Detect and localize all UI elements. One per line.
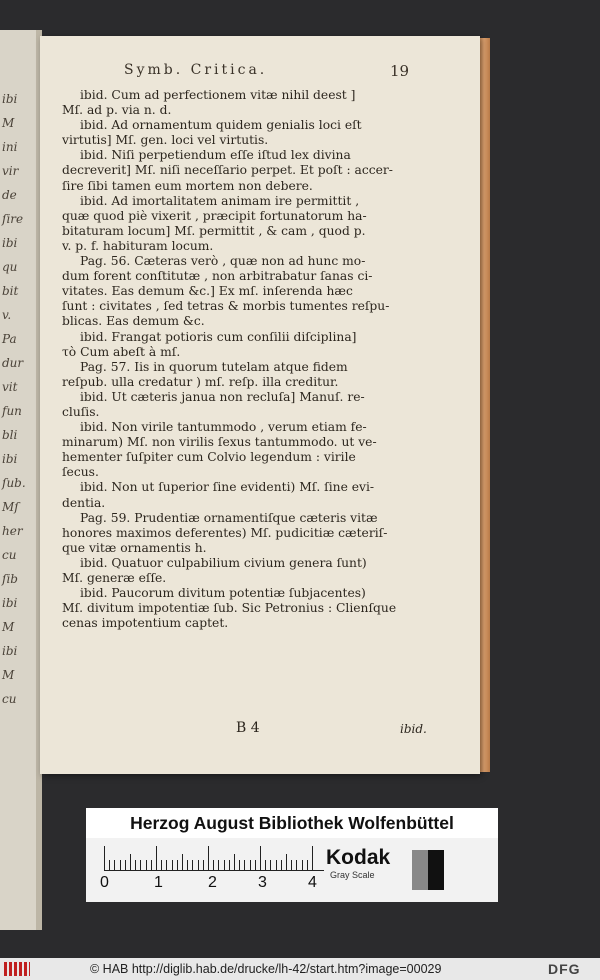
kodak-logo: Kodak xyxy=(326,846,391,869)
facing-page-fragment: Mſ xyxy=(2,500,19,514)
text-line: ibid. Quatuor culpabilium civium genera ſunt) xyxy=(80,555,367,570)
facing-page-fragment: fun xyxy=(2,404,22,418)
ruler-tick xyxy=(130,854,131,870)
text-line: ibid. Paucorum divitum potentiæ ſubjacentes) xyxy=(80,586,366,601)
ruler-tick xyxy=(312,846,313,870)
text-line: ibid. Ad ornamentum quidem genialis loci eſt xyxy=(80,118,362,133)
facing-page-fragment: bli xyxy=(2,428,18,442)
facing-page-fragment: bit xyxy=(2,284,19,298)
facing-page-fragment: M xyxy=(2,620,15,634)
ruler-tick xyxy=(239,860,240,870)
text-line: honores maximos deferentes) Mſ. pudicitiæ cæteriſ- xyxy=(62,525,388,540)
facing-page-fragment: ibi xyxy=(2,236,18,250)
ruler-tick xyxy=(291,860,292,870)
text-line: minarum) Mſ. non virilis ſexus tantummodo. ut ve- xyxy=(62,435,377,450)
book-page xyxy=(40,36,480,774)
text-line: que vitæ ornamentis h. xyxy=(62,540,207,555)
gray-swatch xyxy=(412,850,428,890)
text-line: ſire ſibi tamen eum mortem non debere. xyxy=(62,178,313,193)
ruler-tick xyxy=(187,860,188,870)
text-line: virtutis] Mſ. gen. loci vel virtutis. xyxy=(62,133,269,148)
text-line: dentia. xyxy=(62,495,106,510)
facing-page-fragment: qu xyxy=(2,260,18,274)
facing-page-fragment: v. xyxy=(2,308,12,322)
ruler-tick xyxy=(234,854,235,870)
facing-page-fragment: ibi xyxy=(2,452,18,466)
facing-page-fragment: Pa xyxy=(2,332,17,346)
ruler-tick xyxy=(151,860,152,870)
facing-page-fragment: M xyxy=(2,668,15,682)
text-line: ibid. Non virile tantummodo , verum etiam fe- xyxy=(80,420,367,435)
black-swatch xyxy=(428,850,444,890)
ruler-number: 0 xyxy=(100,874,109,891)
text-line: decreverit] Mſ. niſi neceſſario perpet. Et poſt : accer- xyxy=(62,163,393,178)
ruler-tick xyxy=(109,860,110,870)
library-name: Herzog August Bibliothek Wolfenbüttel xyxy=(86,808,498,838)
text-line: dum forent conſtitutæ , non arbitrabatur ſanas ci- xyxy=(62,269,373,284)
facing-page-fragment: ſire xyxy=(2,212,24,226)
text-line: ibid. Ut cæteris janua non recluſa] Manuſ. re- xyxy=(80,389,365,404)
facing-page-fragment: ibi xyxy=(2,92,18,106)
ruler-number: 1 xyxy=(154,874,163,891)
text-line: Mſ. generæ eſſe. xyxy=(62,571,167,585)
ruler-tick xyxy=(281,860,282,870)
footer-bar xyxy=(0,958,600,980)
facing-page-fragment: ibi xyxy=(2,644,18,658)
text-line: quæ quod piè vixerit , præcipit fortunatorum ha- xyxy=(62,208,367,223)
facing-page-fragment: cu xyxy=(2,548,17,562)
page-body-text xyxy=(62,88,462,631)
facing-page-fragment: ſib xyxy=(2,572,18,586)
facing-page-fragment: ſub. xyxy=(2,476,26,490)
text-line: τὸ Cum abeſt à mſ. xyxy=(62,344,181,359)
text-line: Mſ. ad p. via n. d. xyxy=(62,103,172,118)
text-line: ibid. Niſi perpetiendum eſſe iſtud lex divina xyxy=(80,148,351,163)
ruler-tick xyxy=(104,846,105,870)
ruler-tick xyxy=(198,860,199,870)
page-number: 19 xyxy=(390,62,410,80)
ruler-tick xyxy=(270,860,271,870)
ruler-tick xyxy=(276,860,277,870)
text-line: reſpub. ulla credatur ) mſ. reſp. illa creditur. xyxy=(62,374,339,389)
ruler-tick xyxy=(177,860,178,870)
text-line: ibid. Non ut ſuperior ſine evidenti) Mſ. ſine evi- xyxy=(80,480,375,495)
ruler-tick xyxy=(161,860,162,870)
measure-ruler xyxy=(104,844,324,871)
ruler-tick xyxy=(229,860,230,870)
text-line: hementer ſuſpiter cum Colvio legendum : virile xyxy=(62,450,356,465)
facing-page-fragment: ini xyxy=(2,140,18,154)
ruler-tick xyxy=(224,860,225,870)
text-line: Mſ. divitum impotentiæ ſub. Sic Petronius : Clienſque xyxy=(62,601,397,616)
ruler-tick xyxy=(260,846,261,870)
text-line: ſunt : civitates , ſed tetras & morbis tumentes reſpu- xyxy=(62,299,390,314)
ruler-tick xyxy=(156,846,157,870)
ruler-number: 3 xyxy=(258,874,267,891)
text-line: cenas impotentium captet. xyxy=(62,616,229,631)
gray-scale-label: Gray Scale xyxy=(330,870,375,880)
facing-page-fragment: cu xyxy=(2,692,17,706)
ruler-tick xyxy=(203,860,204,870)
facing-page-edge xyxy=(0,30,42,930)
ruler-tick xyxy=(307,860,308,870)
text-line: v. p. f. habituram locum. xyxy=(62,238,214,253)
ruler-tick xyxy=(302,860,303,870)
ruler-tick xyxy=(146,860,147,870)
ruler-tick xyxy=(218,860,219,870)
ruler-tick xyxy=(255,860,256,870)
facing-page-fragment: vir xyxy=(2,164,19,178)
ruler-tick xyxy=(166,860,167,870)
copyright-url[interactable]: © HAB http://diglib.hab.de/drucke/lh-42/start.htm?image=00029 xyxy=(90,962,442,976)
facing-page-fragment: de xyxy=(2,188,17,202)
text-line: Pag. 56. Cæteras verò , quæ non ad hunc mo- xyxy=(80,254,366,269)
ruler-tick xyxy=(172,860,173,870)
ruler-tick xyxy=(296,860,297,870)
text-line: ibid. Ad imortalitatem animam ire permittit , xyxy=(80,193,360,208)
running-head: Symb. Critica. xyxy=(124,62,268,78)
hab-logo-icon xyxy=(4,962,30,976)
text-line: ſecus. xyxy=(62,465,99,480)
text-line: bitaturam locum] Mſ. permittit , & cam , quod p. xyxy=(62,223,366,238)
facing-page-fragment: M xyxy=(2,116,15,130)
text-line: blicas. Eas demum &c. xyxy=(62,314,205,329)
catchword: ibid. xyxy=(400,722,427,736)
ruler-tick xyxy=(114,860,115,870)
text-line: Pag. 59. Prudentiæ ornamentiſque cæteris vitæ xyxy=(80,510,378,525)
text-line: Pag. 57. Iis in quorum tutelam atque fidem xyxy=(80,359,348,374)
ruler-tick xyxy=(213,860,214,870)
signature-mark: B 4 xyxy=(236,720,260,736)
ruler-tick xyxy=(250,860,251,870)
ruler-tick xyxy=(140,860,141,870)
facing-page-fragment: dur xyxy=(2,356,24,370)
ruler-number: 2 xyxy=(208,874,217,891)
ruler-tick xyxy=(182,854,183,870)
dfg-logo: DFG xyxy=(548,961,581,977)
ruler-tick xyxy=(120,860,121,870)
ruler-tick xyxy=(208,846,209,870)
ruler-tick xyxy=(192,860,193,870)
ruler-tick xyxy=(244,860,245,870)
ruler-tick xyxy=(286,854,287,870)
text-line: cluſis. xyxy=(62,404,100,419)
text-line: vitates. Eas demum &c.] Ex mſ. inſerenda hæc xyxy=(62,284,353,299)
text-line: ibid. Cum ad perfectionem vitæ nihil deest ] xyxy=(80,88,356,102)
ruler-number: 4 xyxy=(308,874,317,891)
facing-page-fragment: her xyxy=(2,524,23,538)
facing-page-fragment: vit xyxy=(2,380,18,394)
text-line: ibid. Frangat potioris cum conſilii diſciplina] xyxy=(80,329,357,344)
ruler-tick xyxy=(125,860,126,870)
facing-page-fragment: ibi xyxy=(2,596,18,610)
ruler-tick xyxy=(265,860,266,870)
library-color-card xyxy=(86,808,498,902)
ruler-tick xyxy=(135,860,136,870)
